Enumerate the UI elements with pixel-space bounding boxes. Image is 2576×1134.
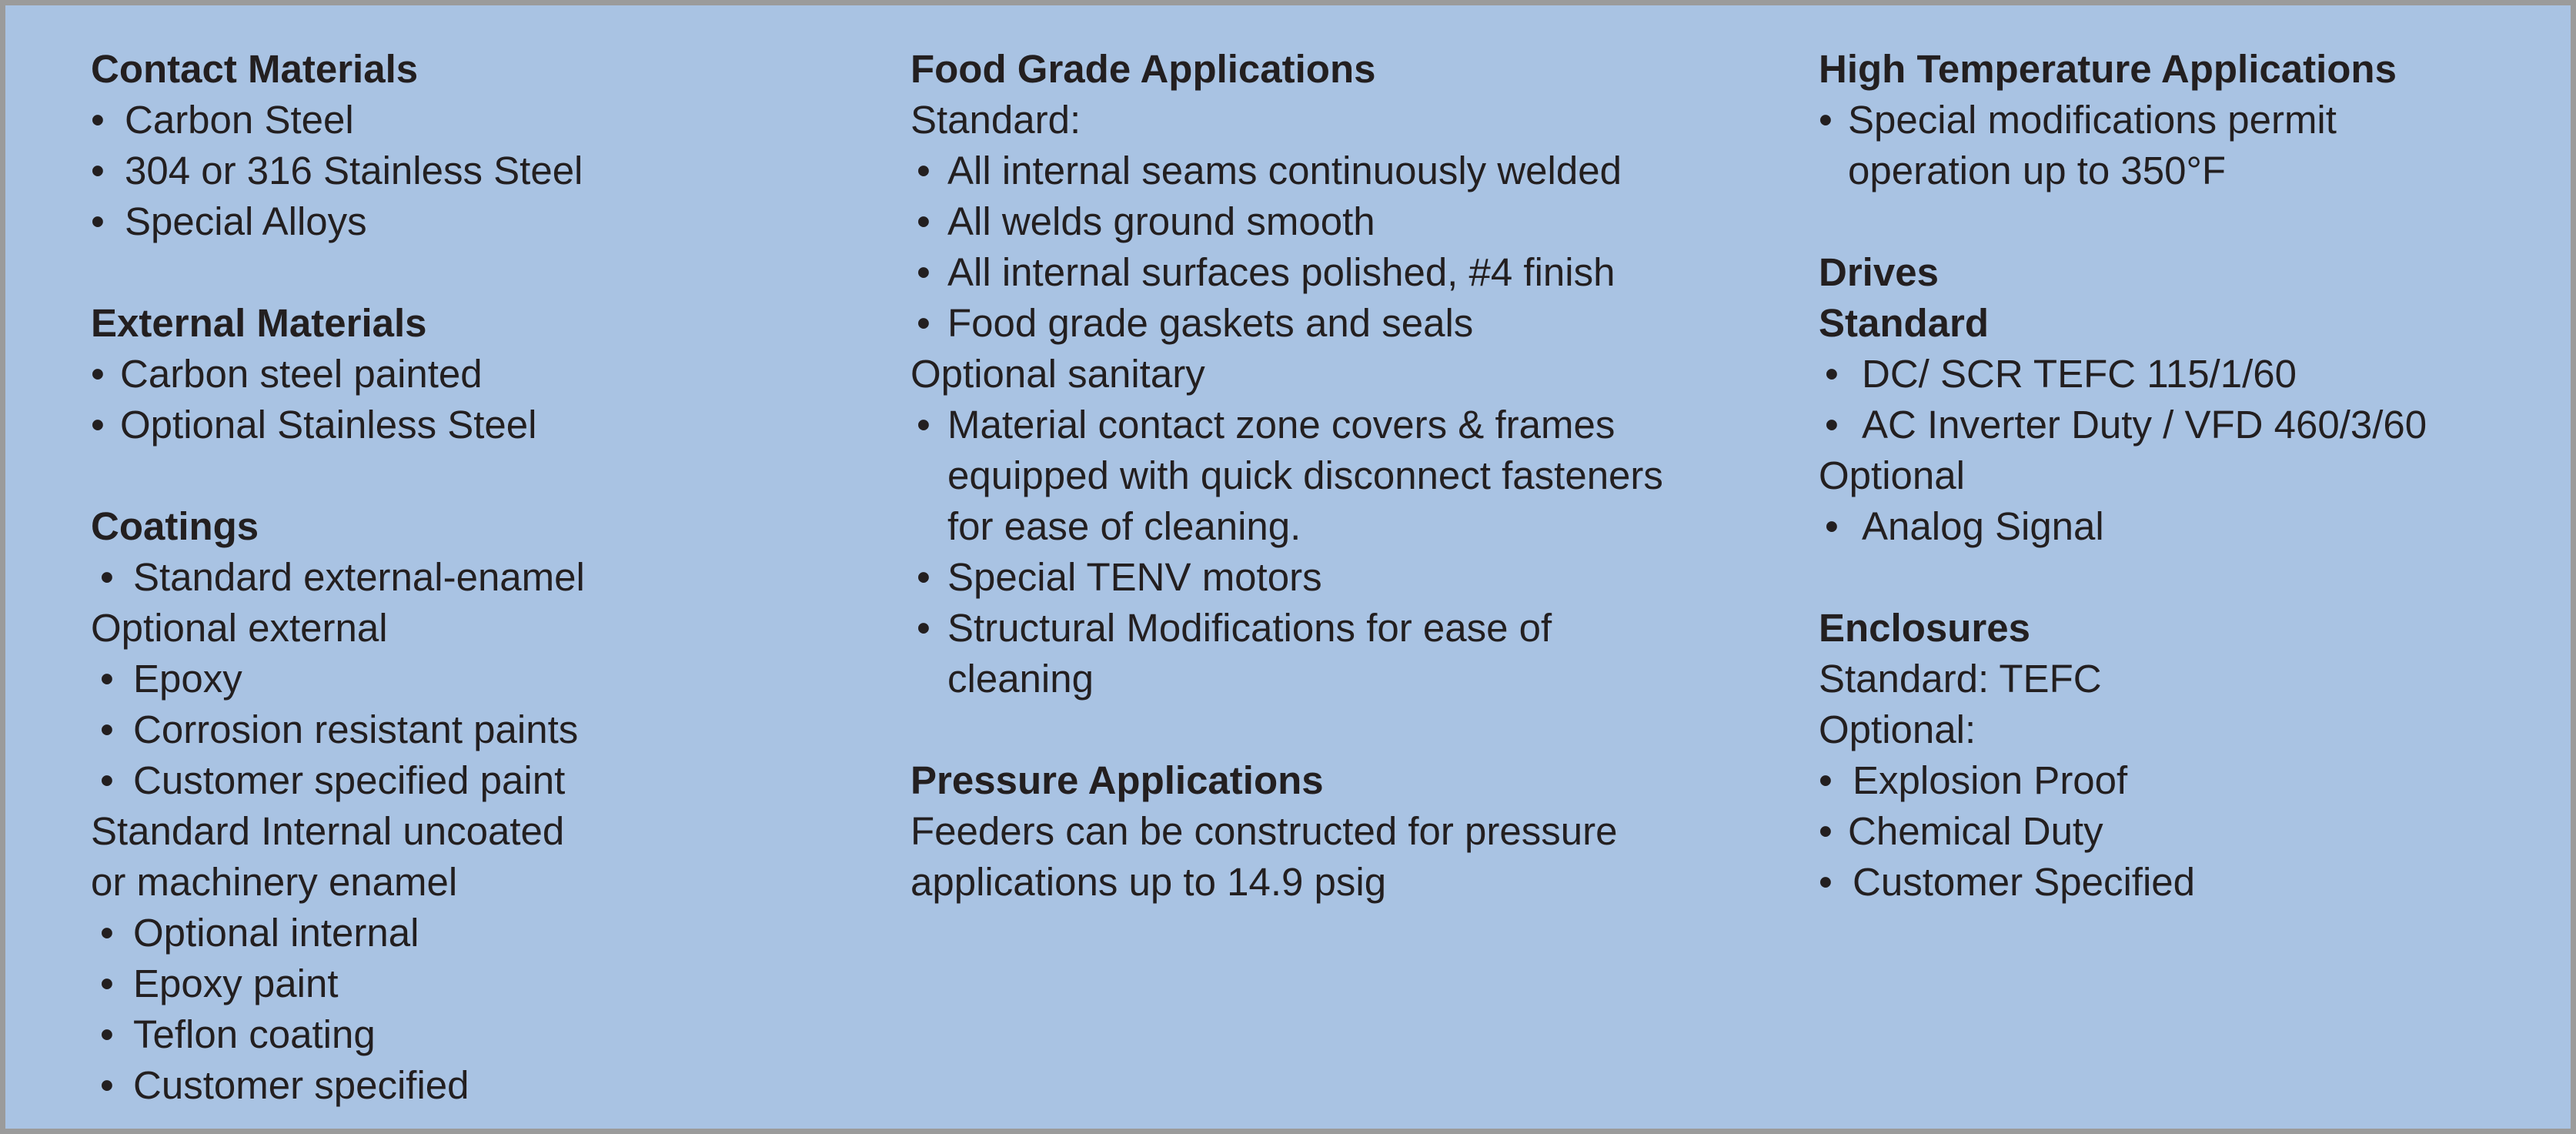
coatings-heading: Coatings [91, 504, 259, 548]
column-applications [910, 44, 1772, 908]
drives-heading: Drives [1819, 250, 1939, 294]
food-optional-label: Optional sanitary [910, 352, 1205, 396]
list-item: • All internal seams continuously welded [917, 149, 1622, 192]
list-item-continuation: operation up to 350°F [1848, 149, 2227, 192]
list-item: • DC/ SCR TEFC 115/1/60 [1825, 352, 2297, 396]
standard-internal-label-cont: or machinery enamel [91, 860, 458, 904]
column-temp-drives [1819, 44, 2558, 908]
food-standard-label: Standard: [910, 98, 1081, 142]
enclosures-standard-label: Standard: TEFC [1819, 657, 2102, 701]
list-item-continuation: equipped with quick disconnect fasteners [947, 453, 1663, 497]
list-item-continuation: cleaning [947, 657, 1094, 701]
pressure-text: Feeders can be constructed for pressure [910, 809, 1618, 853]
list-item-continuation: for ease of cleaning. [947, 504, 1301, 548]
drives-standard-heading: Standard [1819, 301, 1990, 345]
spec-panel [5, 5, 2571, 1129]
high-temp-heading: High Temperature Applications [1819, 47, 2397, 91]
standard-internal-label: Standard Internal uncoated [91, 809, 565, 853]
list-item: • Standard external-enamel [100, 555, 585, 599]
list-item: • Chemical Duty [1819, 809, 2103, 853]
drives-optional-label: Optional [1819, 453, 1965, 497]
list-item: • Analog Signal [1825, 504, 2104, 548]
list-item: • All internal surfaces polished, #4 finish [917, 250, 1615, 294]
list-item: • Corrosion resistant paints [100, 707, 579, 751]
list-item: • Food grade gaskets and seals [917, 301, 1474, 345]
list-item: • Special Alloys [91, 199, 367, 243]
list-item: • Carbon Steel [91, 98, 354, 142]
contact-materials-heading: Contact Materials [91, 47, 419, 91]
list-item: • All welds ground smooth [917, 199, 1375, 243]
food-grade-heading: Food Grade Applications [910, 47, 1376, 91]
list-item: • Special TENV motors [917, 555, 1322, 599]
list-item: • Epoxy paint [100, 962, 339, 1005]
list-item: • Epoxy [100, 657, 242, 701]
list-item: • Special modifications permit [1819, 98, 2337, 142]
list-item: • 304 or 316 Stainless Steel [91, 149, 583, 192]
optional-external-label: Optional external [91, 606, 388, 650]
pressure-heading: Pressure Applications [910, 758, 1324, 802]
list-item: • Carbon steel painted [91, 352, 483, 396]
enclosures-heading: Enclosures [1819, 606, 2030, 650]
list-item: • Material contact zone covers & frames [917, 403, 1615, 447]
enclosures-optional-label: Optional: [1819, 707, 1976, 751]
external-materials-heading: External Materials [91, 301, 427, 345]
list-item: • Customer specified paint [100, 758, 566, 802]
pressure-text: applications up to 14.9 psig [910, 860, 1387, 904]
list-item: • AC Inverter Duty / VFD 460/3/60 [1825, 403, 2427, 447]
list-item: • Customer specified [100, 1063, 469, 1107]
list-item: • Explosion Proof [1819, 758, 2128, 802]
list-item: • Optional internal [100, 911, 419, 955]
list-item: • Optional Stainless Steel [91, 403, 537, 447]
list-item: • Teflon coating [100, 1012, 376, 1056]
column-materials [91, 44, 860, 1111]
list-item: • Customer Specified [1819, 860, 2196, 904]
list-item: • Structural Modifications for ease of [917, 606, 1552, 650]
